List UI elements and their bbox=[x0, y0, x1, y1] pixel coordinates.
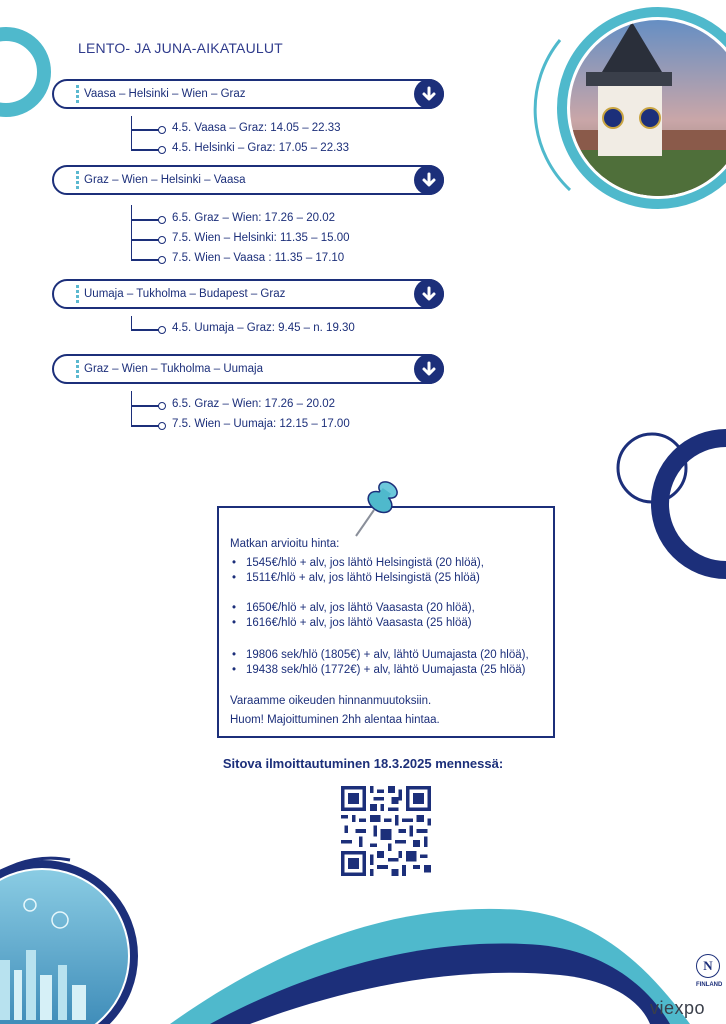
price-note: Varaamme oikeuden hinnanmuutoksiin. bbox=[230, 695, 432, 707]
deadline-text: Sitova ilmoittautuminen 18.3.2025 mennessä: bbox=[222, 756, 504, 771]
price-note: Huom! Majoittuminen 2hh alentaa hintaa. bbox=[230, 714, 440, 726]
qr-code[interactable] bbox=[341, 786, 431, 876]
price-item: • 1650€/hlö + alv, jos lähtö Vaasasta (20 hlöä), bbox=[230, 601, 475, 616]
viexpo-logo: viexpo bbox=[650, 998, 706, 1018]
price-list bbox=[230, 556, 484, 586]
price-box bbox=[217, 506, 555, 738]
price-item: • 1616€/hlö + alv, jos lähtö Vaasasta (25 hlöä) bbox=[230, 616, 475, 631]
price-item: • 1545€/hlö + alv, jos lähtö Helsingistä (20 hlöä), bbox=[230, 556, 484, 571]
price-heading: Matkan arvioitu hinta: bbox=[230, 538, 340, 550]
logo-n: N bbox=[696, 954, 720, 978]
price-list bbox=[230, 648, 529, 678]
route-label: Vaasa – Helsinki – Wien – Graz bbox=[84, 88, 246, 100]
price-item: • 19438 sek/hlö (1772€) + alv, lähtö Uumajasta (25 hlöä) bbox=[230, 663, 529, 678]
route-header-2 bbox=[52, 165, 444, 195]
arrow-down-circle-icon bbox=[414, 79, 444, 109]
route-header-3 bbox=[52, 279, 444, 309]
dotted-marker bbox=[76, 285, 79, 305]
route-header-1 bbox=[52, 79, 444, 109]
logo-finland: FINLAND bbox=[696, 982, 723, 988]
route-label: Uumaja – Tukholma – Budapest – Graz bbox=[84, 288, 286, 300]
route-label: Graz – Wien – Tukholma – Uumaja bbox=[84, 363, 263, 375]
timeline-connector bbox=[131, 116, 132, 150]
price-item: • 19806 sek/hlö (1805€) + alv, lähtö Uumajasta (20 hlöä), bbox=[230, 648, 529, 663]
page-title: LENTO- JA JUNA-AIKATAULUT bbox=[78, 40, 283, 56]
price-list bbox=[230, 601, 475, 631]
route-header-4 bbox=[52, 354, 444, 384]
route-label: Graz – Wien – Helsinki – Vaasa bbox=[84, 174, 246, 186]
arrow-down-circle-icon bbox=[414, 354, 444, 384]
price-item: • 1511€/hlö + alv, jos lähtö Helsingistä (25 hlöä) bbox=[230, 571, 484, 586]
arrow-down-circle-icon bbox=[414, 165, 444, 195]
timeline-connector bbox=[131, 391, 132, 425]
timeline-connector bbox=[131, 316, 132, 330]
dotted-marker bbox=[76, 360, 79, 380]
arrow-down-circle-icon bbox=[414, 279, 444, 309]
dotted-marker bbox=[76, 85, 79, 105]
pushpin-icon bbox=[350, 478, 402, 540]
timeline-connector bbox=[131, 205, 132, 260]
dotted-marker bbox=[76, 171, 79, 191]
